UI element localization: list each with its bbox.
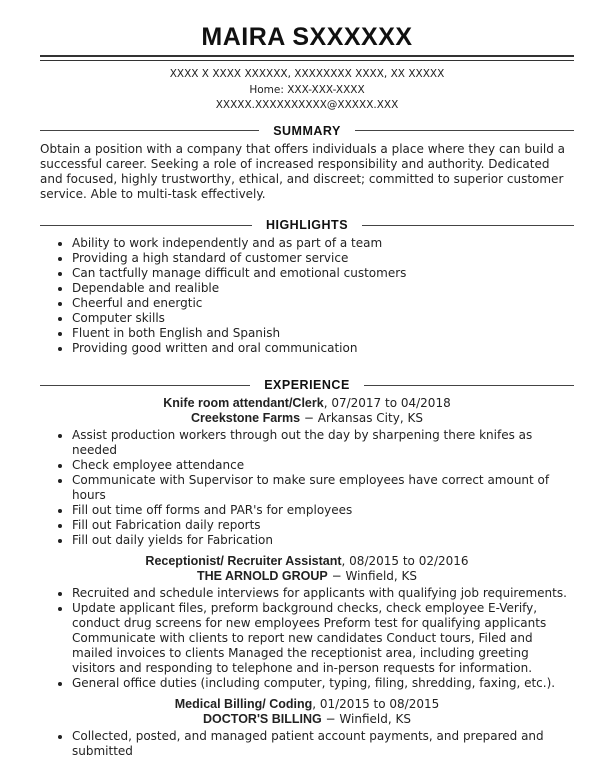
job-duties <box>40 586 574 691</box>
list-item: • Dependable and realible <box>72 281 574 296</box>
list-item: • Fluent in both English and Spanish <box>72 326 574 341</box>
job-entry <box>40 697 574 759</box>
divider <box>40 225 252 226</box>
list-item: • Providing good written and oral communication <box>72 341 574 356</box>
highlights-heading <box>40 216 574 234</box>
list-item: • Fill out Fabrication daily reports <box>72 518 574 533</box>
section-title: EXPERIENCE <box>264 378 350 393</box>
company-location: − Winfield, KS <box>321 712 411 727</box>
job-role: Receptionist/ Recruiter Assistant <box>145 554 342 569</box>
header-rule <box>40 55 574 57</box>
job-company <box>40 411 574 426</box>
phone: Home: XXX-XXX-XXXX <box>249 83 365 96</box>
divider <box>40 130 259 131</box>
company-name: Creekstone Farms <box>191 411 301 426</box>
list-item: • Fill out daily yields for Fabrication <box>72 533 574 548</box>
list-item: • Collected, posted, and managed patient account payments, and prepared and submitted <box>72 729 574 759</box>
list-item: • Check employee attendance <box>72 458 574 473</box>
list-item: • Recruited and schedule interviews for applicants with qualifying job requirements. <box>72 586 574 601</box>
job-role: Knife room attendant/Clerk <box>163 396 324 411</box>
list-item: • Can tactfully manage difficult and emotional customers <box>72 266 574 281</box>
summary-text: Obtain a position with a company that offers individuals a place where they can build a successful career. Seeking a role of increased responsibility and authority. Dedicated and focused, highly trustworthy, ethical, and discreet; committed to superior customer service. Able to multi-task effectively. <box>40 141 566 202</box>
list-item: • Assist production workers through out the day by sharpening there knifes as needed <box>72 428 574 458</box>
job-title <box>40 554 574 569</box>
job-dates: , 07/2017 to 04/2018 <box>323 396 451 411</box>
email: XXXXX.XXXXXXXXXX@XXXXX.XXX <box>215 99 399 111</box>
job-company <box>40 712 574 727</box>
candidate-name: MAIRA SXXXXXX <box>201 23 413 51</box>
job-duties <box>40 428 574 548</box>
job-role: Medical Billing/ Coding <box>174 697 313 712</box>
contact-block <box>40 67 574 114</box>
divider <box>40 385 250 386</box>
job-entry <box>40 554 574 691</box>
resume-page <box>40 0 574 759</box>
list-item: • Update applicant files, preform background checks, check employee E-Verify, conduct drug screens for new employees Preform test for qualifying applicants Communicate with clients to report new candidates Conduct tours, Filed and mailed invoices to clients Managed the receptionist area, including greeting visitors and responding to telephone and in-person requests for information. <box>72 601 574 676</box>
list-item: • General office duties (including computer, typing, filing, shredding, faxing, etc.). <box>72 676 574 691</box>
section-title: SUMMARY <box>273 123 341 138</box>
job-company <box>40 569 574 584</box>
divider <box>355 130 574 131</box>
list-item: • Computer skills <box>72 311 574 326</box>
divider <box>362 225 574 226</box>
list-item: • Cheerful and energtic <box>72 296 574 311</box>
job-entry <box>40 396 574 548</box>
job-dates: , 08/2015 to 02/2016 <box>341 554 469 569</box>
experience-heading <box>40 376 574 394</box>
company-location: − Winfield, KS <box>327 569 418 584</box>
list-item: • Fill out time off forms and PAR's for employees <box>72 503 574 518</box>
divider <box>364 385 574 386</box>
list-item: • Ability to work independently and as part of a team <box>72 236 574 251</box>
job-dates: , 01/2015 to 08/2015 <box>312 697 440 712</box>
list-item: • Providing a high standard of customer service <box>72 251 574 266</box>
highlights-list <box>40 236 574 356</box>
company-location: − Arkansas City, KS <box>300 411 423 426</box>
job-title <box>40 396 574 411</box>
address: XXXX X XXXX XXXXXX, XXXXXXXX XXXX, XX XXXXX <box>169 68 445 80</box>
section-title: HIGHLIGHTS <box>265 218 349 233</box>
list-item: • Communicate with Supervisor to make sure employees have correct amount of hours <box>72 473 574 503</box>
header-rule-thin <box>40 60 574 61</box>
company-name: THE ARNOLD GROUP <box>196 569 328 584</box>
summary-heading <box>40 122 574 140</box>
job-duties <box>40 729 574 759</box>
company-name: DOCTOR'S BILLING <box>203 712 322 727</box>
